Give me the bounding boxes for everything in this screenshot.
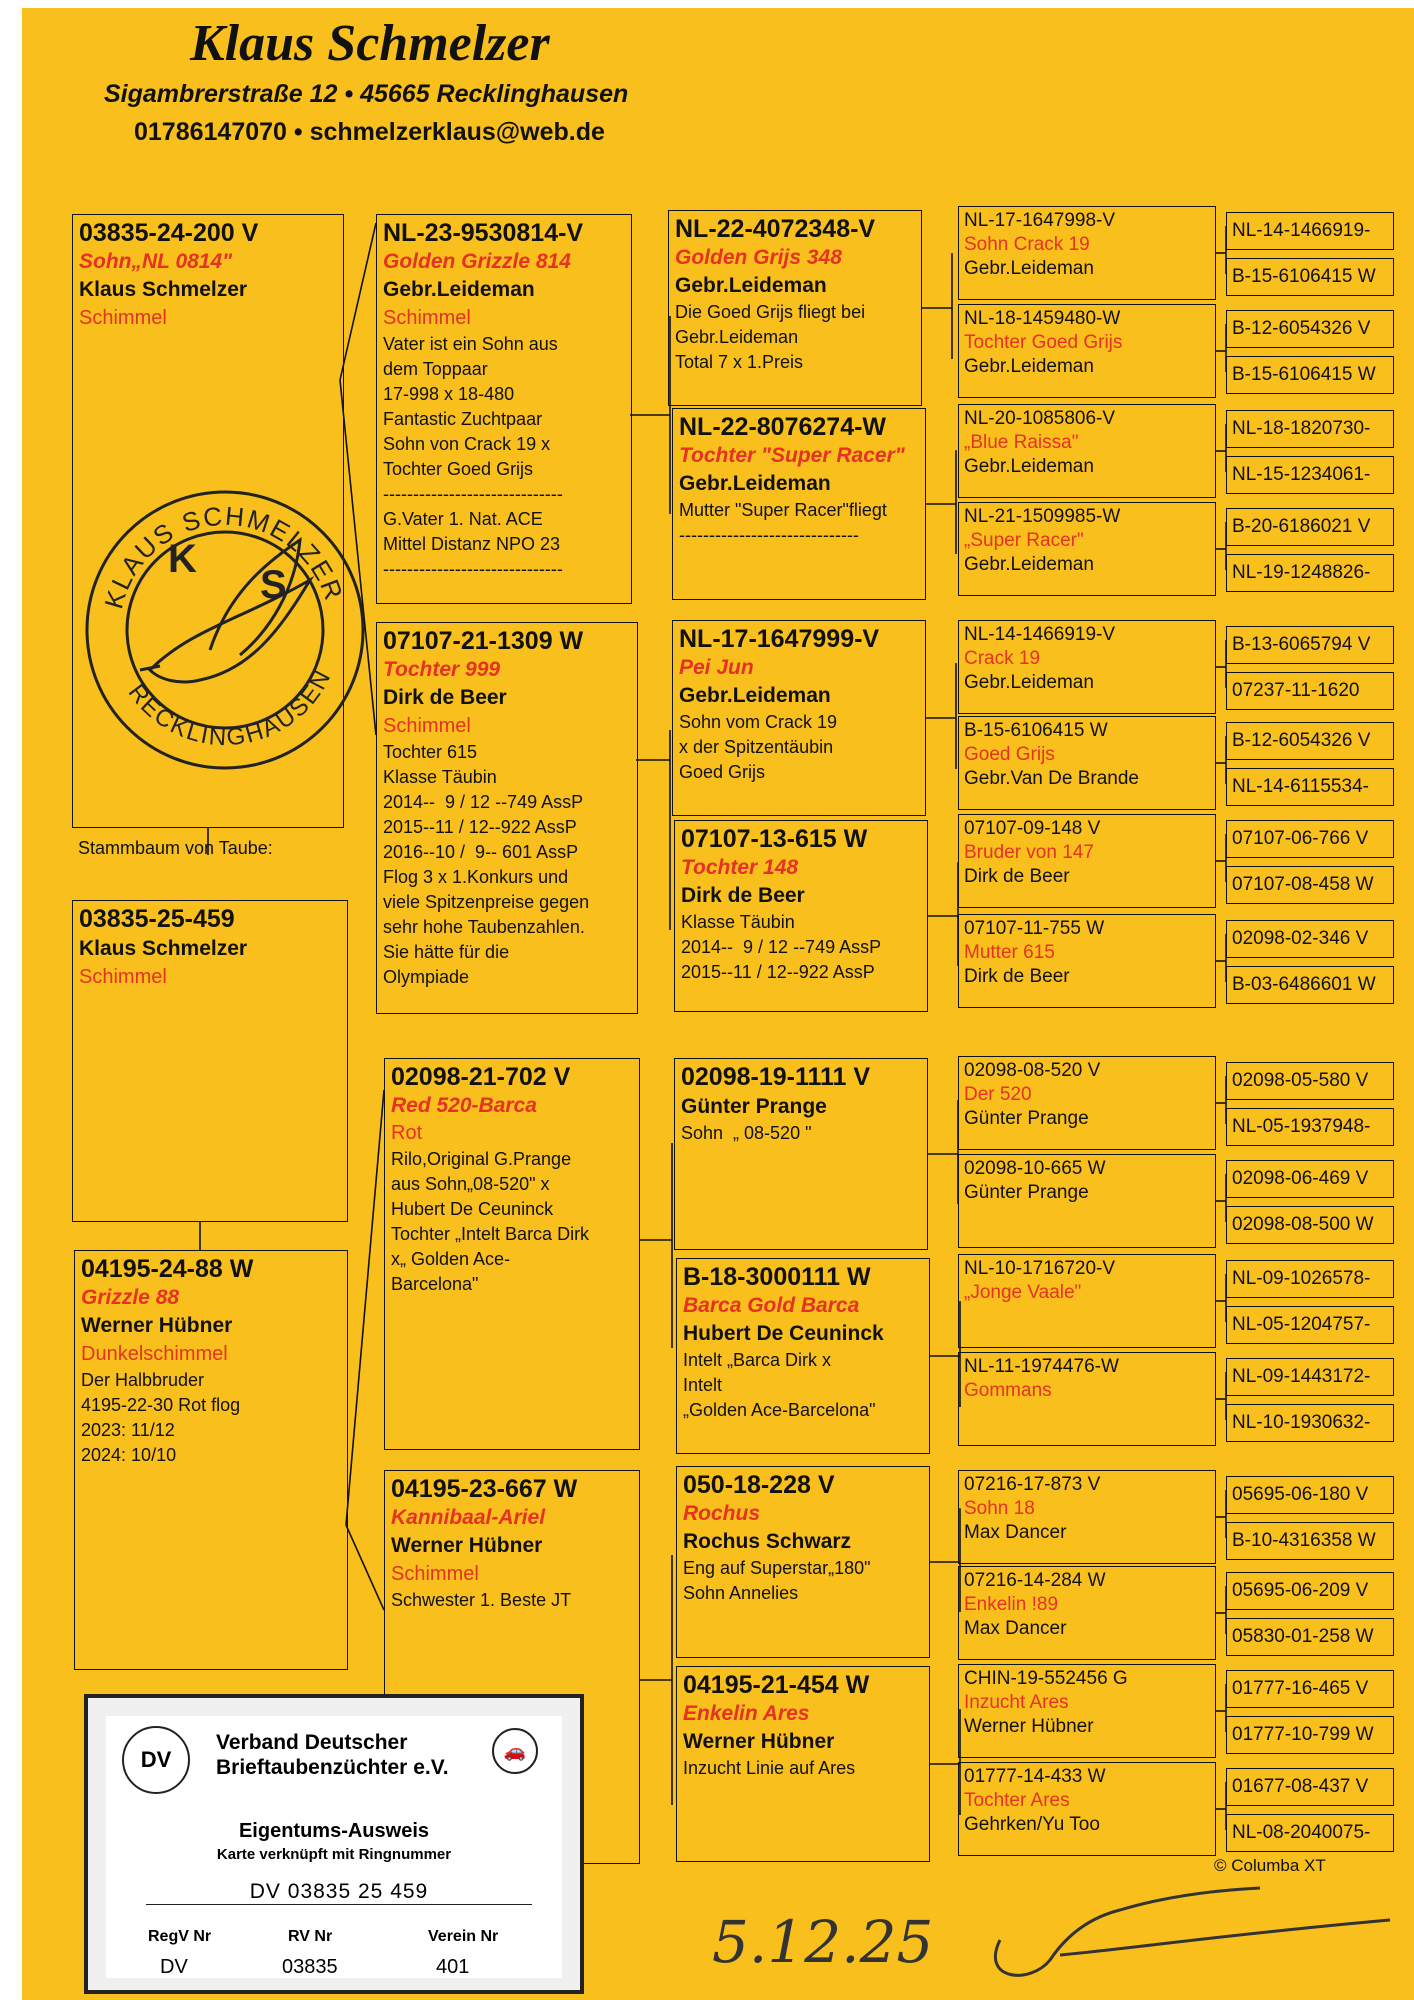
pigeon-card-gen5[interactable]: [1226, 1618, 1394, 1656]
breeder-name: Klaus Schmelzer: [190, 15, 550, 72]
ring-number: 01777-16-465 V: [1232, 1678, 1369, 1699]
svg-text:KLAUS SCHMELZER: [98, 501, 349, 612]
ring-number: NL-23-9530814-V: [383, 219, 584, 247]
ring-number: 07216-14-284 W: [964, 1570, 1106, 1591]
pigeon-note: Sohn „ 08-520 ": [681, 1123, 812, 1143]
pigeon-card-gen5[interactable]: [1226, 212, 1394, 250]
pigeon-owner: Werner Hübner: [683, 1730, 835, 1753]
ring-number: NL-10-1930632-: [1232, 1412, 1371, 1433]
breeder-stamp: [80, 480, 370, 770]
ring-number: 02098-02-346 V: [1232, 928, 1369, 949]
ring-number: B-15-6106415 W: [1232, 266, 1376, 287]
ring-number: 02098-19-1111 V: [681, 1063, 871, 1091]
pigeon-card-gen5[interactable]: [1226, 554, 1394, 592]
pigeon-owner: Gebr.Leideman: [383, 278, 535, 301]
ring-number: 02098-21-702 V: [391, 1063, 571, 1091]
pigeon-name: Enkelin !89: [964, 1594, 1059, 1615]
pigeon-card-gen5[interactable]: [1226, 672, 1394, 710]
pigeon-card-gen3[interactable]: [674, 820, 928, 1012]
pigeon-card-gen5[interactable]: [1226, 820, 1394, 858]
ring-number: 01677-08-437 V: [1232, 1776, 1369, 1797]
copyright-label: © Columba XT: [1214, 1856, 1326, 1875]
ring-number: NL-05-1937948-: [1232, 1116, 1371, 1137]
pigeon-name: Golden Grizzle 814: [383, 250, 571, 273]
ring-number: NL-08-2040075-: [1232, 1822, 1371, 1843]
pigeon-name: Mutter 615: [964, 942, 1055, 963]
pigeon-card-gen3[interactable]: [674, 1058, 928, 1250]
card-org-line1: Verband Deutscher: [216, 1731, 408, 1754]
pigeon-card-gen4[interactable]: [958, 914, 1216, 1008]
pigeon-card-gen4[interactable]: [958, 1154, 1216, 1248]
ring-number: B-13-6065794 V: [1232, 634, 1371, 655]
pigeon-owner: Gebr.Leideman: [964, 258, 1094, 279]
stamp-bottom-text: RECKLINGHAUSEN: [122, 664, 337, 752]
pigeon-card-gen5[interactable]: [1226, 1108, 1394, 1146]
pigeon-card-sire[interactable]: [376, 214, 632, 604]
ring-number: 07107-06-766 V: [1232, 828, 1369, 849]
pigeon-name: Crack 19: [964, 648, 1041, 669]
ring-number: B-12-6054326 V: [1232, 318, 1371, 339]
pigeon-card-gen5[interactable]: [1226, 310, 1394, 348]
pigeon-note: Rilo,Original G.Prange aus Sohn„08-520" x Hubert De Ceuninck Tochter „Intelt Barca Dirk x„ Golden Ace- Barcelona": [391, 1149, 590, 1294]
ring-number: NL-15-1234061-: [1232, 464, 1371, 485]
card-header-verein: Verein Nr: [428, 1928, 499, 1945]
pigeon-owner: Gebr.Leideman: [679, 472, 831, 495]
pigeon-name: Der 520: [964, 1084, 1032, 1105]
pigeon-name: Red 520-Barca: [391, 1094, 537, 1117]
pigeon-card-gen5[interactable]: [1226, 356, 1394, 394]
pigeon-name: Bruder von 147: [964, 842, 1094, 863]
pigeon-owner: Günter Prange: [964, 1182, 1089, 1203]
stamp-letter-s: S: [260, 563, 287, 607]
ring-number: NL-20-1085806-V: [964, 408, 1116, 429]
pigeon-card-gen5[interactable]: [1226, 1572, 1394, 1610]
pigeon-color: Schimmel: [79, 966, 167, 988]
pigeon-color: Schimmel: [391, 1563, 479, 1585]
pigeon-name: Sohn„NL 0814": [79, 250, 233, 273]
pigeon-owner: Gebr.Leideman: [964, 554, 1094, 575]
ring-number: B-20-6186021 V: [1232, 516, 1371, 537]
pigeon-card-gen4[interactable]: [958, 502, 1216, 596]
ownership-card: [84, 1694, 584, 1994]
car-icon: 🚗: [492, 1728, 538, 1774]
ring-number: 05830-01-258 W: [1232, 1626, 1374, 1647]
pigeon-card-gen5[interactable]: [1226, 1062, 1394, 1100]
pigeon-owner: Dirk de Beer: [383, 686, 507, 709]
pigeon-card-gen5[interactable]: [1226, 1206, 1394, 1244]
ring-number: 07237-11-1620: [1232, 680, 1360, 701]
pigeon-card-gen5[interactable]: [1226, 1358, 1394, 1396]
ring-number: NL-10-1716720-V: [964, 1258, 1116, 1279]
pigeon-name: Sohn 18: [964, 1498, 1035, 1519]
pigeon-card-gen3[interactable]: [676, 1466, 930, 1658]
pigeon-owner: Werner Hübner: [391, 1534, 543, 1557]
pigeon-card-gen4[interactable]: [958, 1056, 1216, 1150]
ring-number: B-18-3000111 W: [683, 1263, 871, 1291]
pigeon-card-gen3[interactable]: [672, 408, 926, 600]
pigeon-color: Schimmel: [383, 715, 471, 737]
pigeon-owner: Max Dancer: [964, 1618, 1067, 1639]
handwritten-date-signature: [700, 1880, 1400, 1990]
ring-number: 02098-10-665 W: [964, 1158, 1106, 1179]
ring-number: 05695-06-180 V: [1232, 1484, 1369, 1505]
ring-number: NL-14-6115534-: [1232, 776, 1369, 797]
pigeon-card-gen4[interactable]: [958, 716, 1216, 810]
pigeon-name: Enkelin Ares: [683, 1702, 810, 1725]
ring-number: NL-18-1820730-: [1232, 418, 1371, 439]
breeder-contact: 01786147070 • schmelzerklaus@web.de: [134, 118, 605, 146]
pigeon-card-gen5[interactable]: [1226, 1260, 1394, 1298]
pigeon-note: Klasse Täubin 2014-- 9 / 12 --749 AssP 2015--11 / 12--922 AssP: [681, 912, 882, 982]
pigeon-card-sire-dam[interactable]: [376, 622, 638, 1014]
ring-number: 07107-21-1309 W: [383, 627, 584, 655]
pigeon-note: Tochter 615 Klasse Täubin 2014-- 9 / 12 --749 AssP 2015--11 / 12--922 AssP 2016--10 / 9-- 601 AssP Flog 3 x 1.Konkurs und viele Spitzenpreise gegen sehr hohe Taubenzahlen. Sie hätte für die Olympiade: [383, 742, 590, 987]
pigeon-card-gen5[interactable]: [1226, 768, 1394, 806]
pigeon-name: Golden Grijs 348: [675, 246, 842, 269]
ring-number: NL-22-4072348-V: [675, 215, 876, 243]
ring-number: NL-14-1466919-V: [964, 624, 1116, 645]
pigeon-owner: Werner Hübner: [964, 1716, 1094, 1737]
pigeon-owner: Klaus Schmelzer: [79, 278, 248, 301]
pigeon-owner: Günter Prange: [964, 1108, 1089, 1129]
pigeon-owner: Günter Prange: [681, 1095, 827, 1118]
pigeon-name: Inzucht Ares: [964, 1692, 1069, 1713]
ring-number: 03835-24-200 V: [79, 219, 259, 247]
card-subtitle: Karte verknüpft mit Ringnummer: [216, 1846, 452, 1863]
ring-number: NL-19-1248826-: [1232, 562, 1371, 583]
breeder-address: Sigambrerstraße 12 • 45665 Recklinghausen: [104, 80, 629, 108]
pigeon-card-gen5[interactable]: [1226, 920, 1394, 958]
pigeon-owner: Gebr.Leideman: [675, 274, 827, 297]
ring-number: 02098-08-500 W: [1232, 1214, 1374, 1235]
stamp-letter-k: K: [168, 537, 197, 581]
pigeon-owner: Dirk de Beer: [964, 866, 1070, 887]
pigeon-card-gen4[interactable]: [958, 206, 1216, 300]
card-org-line2: Brieftaubenzüchter e.V.: [216, 1756, 449, 1779]
ring-number: 07107-11-755 W: [964, 918, 1105, 939]
card-header-rv: RV Nr: [288, 1928, 333, 1945]
pigeon-owner: Gebr.Leideman: [679, 684, 831, 707]
ring-number: 07107-09-148 V: [964, 818, 1101, 839]
pigeon-card-dam[interactable]: [74, 1250, 348, 1670]
stamp-top-text: KLAUS SCHMELZER: [98, 500, 350, 612]
pigeon-color: Schimmel: [383, 307, 471, 329]
ring-number: B-15-6106415 W: [964, 720, 1108, 741]
pigeon-name: Kannibaal-Ariel: [391, 1506, 546, 1529]
pigeon-card-gen4[interactable]: [958, 304, 1216, 398]
card-org: [216, 1730, 449, 1780]
pigeon-card-gen5[interactable]: [1226, 1814, 1394, 1852]
pigeon-card-gen5[interactable]: [1226, 1670, 1394, 1708]
pigeon-name: „Jonge Vaale": [964, 1282, 1082, 1303]
pigeon-card-gen4[interactable]: [958, 404, 1216, 498]
ring-number: NL-21-1509985-W: [964, 506, 1121, 527]
pigeon-name: Tochter 148: [681, 856, 799, 879]
ring-number: B-03-6486601 W: [1232, 974, 1376, 995]
card-title: Eigentums-Ausweis: [238, 1820, 430, 1842]
pigeon-card-gen5[interactable]: [1226, 456, 1394, 494]
dv-logo-icon: DV: [122, 1726, 190, 1794]
ring-number: B-15-6106415 W: [1232, 364, 1376, 385]
pigeon-card-dam-sire[interactable]: [384, 1058, 640, 1450]
stammbaum-label: Stammbaum von Taube:: [78, 838, 273, 858]
svg-text:RECKLINGHAUSEN: [123, 665, 337, 752]
pigeon-color: Schimmel: [79, 307, 167, 329]
pigeon-card-gen4[interactable]: [958, 1352, 1216, 1446]
pigeon-name: „Super Racer": [964, 530, 1084, 551]
pigeon-name: Tochter "Super Racer": [679, 444, 905, 467]
ring-number: 05695-06-209 V: [1232, 1580, 1369, 1601]
card-header-regv: RegV Nr: [148, 1928, 212, 1945]
pigeon-name: Pei Jun: [679, 656, 754, 679]
pigeon-owner: Rochus Schwarz: [683, 1530, 852, 1553]
ring-number: 04195-24-88 W: [81, 1255, 254, 1283]
handwritten-date: 5.12.25: [712, 1908, 934, 1976]
pigeon-color: Rot: [391, 1122, 423, 1144]
pigeon-owner: Dirk de Beer: [681, 884, 805, 907]
ring-number: NL-17-1647999-V: [679, 625, 880, 653]
ring-number: NL-09-1026578-: [1232, 1268, 1371, 1289]
pigeon-name: Barca Gold Barca: [683, 1294, 860, 1317]
pigeon-card-gen5[interactable]: [1226, 1404, 1394, 1442]
pigeon-color: Dunkelschimmel: [81, 1343, 228, 1365]
card-value-regv: DV: [160, 1956, 188, 1978]
pigeon-card-subject[interactable]: [72, 900, 348, 1222]
pigeon-card-gen5[interactable]: [1226, 1768, 1394, 1806]
ring-number: 07107-13-615 W: [681, 825, 868, 853]
pigeon-note: Vater ist ein Sohn aus dem Toppaar 17-998 x 18-480 Fantastic Zuchtpaar Sohn von Crack 19 x Tochter Goed Grijs ------------------------------ G.Vater 1. Nat. ACE Mittel Distanz NPO 23 ------------------------------: [383, 334, 563, 579]
pigeon-name: Gommans: [964, 1380, 1052, 1401]
pigeon-card-gen5[interactable]: [1226, 626, 1394, 664]
ring-number: NL-11-1974476-W: [964, 1356, 1119, 1377]
pigeon-owner: Max Dancer: [964, 1522, 1067, 1543]
pigeon-card-gen4[interactable]: [958, 1566, 1216, 1660]
ring-number: 01777-14-433 W: [964, 1766, 1106, 1787]
pigeon-owner: Hubert De Ceuninck: [683, 1322, 884, 1345]
pigeon-card-gen5[interactable]: [1226, 1306, 1394, 1344]
pigeon-owner: Dirk de Beer: [964, 966, 1070, 987]
pigeon-card-gen4[interactable]: [958, 1470, 1216, 1564]
ring-number: 04195-23-667 W: [391, 1475, 578, 1503]
card-value-verein: 401: [436, 1956, 470, 1978]
ring-number: NL-14-1466919-: [1232, 220, 1371, 241]
pigeon-name: „Blue Raissa": [964, 432, 1079, 453]
pigeon-card-gen4[interactable]: [958, 1762, 1216, 1856]
pigeon-owner: Werner Hübner: [81, 1314, 233, 1337]
pigeon-card-gen5[interactable]: [1226, 1522, 1394, 1560]
pigeon-owner: Klaus Schmelzer: [79, 937, 248, 960]
ring-number: 07107-08-458 W: [1232, 874, 1374, 895]
pigeon-card-gen3[interactable]: [676, 1666, 930, 1862]
pigeon-card-gen4[interactable]: [958, 814, 1216, 908]
pigeon-note: Eng auf Superstar„180" Sohn Annelies: [683, 1558, 871, 1603]
ring-number: 03835-25-459: [79, 905, 235, 933]
pigeon-card-gen3[interactable]: [668, 210, 922, 406]
ring-number: NL-09-1443172-: [1232, 1366, 1371, 1387]
pigeon-owner: Gehrken/Yu Too: [964, 1814, 1100, 1835]
ring-number: B-12-6054326 V: [1232, 730, 1371, 751]
ring-number: 02098-08-520 V: [964, 1060, 1101, 1081]
ring-number: NL-22-8076274-W: [679, 413, 887, 441]
pigeon-owner: Gebr.Leideman: [964, 356, 1094, 377]
pigeon-name: Tochter Ares: [964, 1790, 1070, 1811]
pigeon-card-gen3[interactable]: [672, 620, 926, 816]
ring-number: 02098-05-580 V: [1232, 1070, 1369, 1091]
pigeon-owner: Gebr.Leideman: [964, 456, 1094, 477]
pigeon-name: Sohn Crack 19: [964, 234, 1090, 255]
pigeon-name: Goed Grijs: [964, 744, 1055, 765]
ring-number: NL-18-1459480-W: [964, 308, 1121, 329]
pigeon-note: Intelt „Barca Dirk x Intelt „Golden Ace-Barcelona": [683, 1350, 876, 1420]
ring-number: 02098-06-469 V: [1232, 1168, 1369, 1189]
pigeon-card-gen5[interactable]: [1226, 1476, 1394, 1514]
pigeon-name: Grizzle 88: [81, 1286, 180, 1309]
pigeon-note: Schwester 1. Beste JT: [391, 1590, 572, 1610]
pigeon-owner: Gebr.Van De Brande: [964, 768, 1139, 789]
pigeon-card-gen4[interactable]: [958, 1664, 1216, 1758]
pigeon-card-gen5[interactable]: [1226, 722, 1394, 760]
pigeon-name: Tochter 999: [383, 658, 501, 681]
pigeon-name: Rochus: [683, 1502, 761, 1525]
pigeon-card-gen4[interactable]: [958, 1254, 1216, 1348]
pigeon-card-gen5[interactable]: [1226, 866, 1394, 904]
pigeon-card-gen5[interactable]: [1226, 1160, 1394, 1198]
ring-number: 050-18-228 V: [683, 1471, 835, 1499]
pigeon-note: Die Goed Grijs fliegt bei Gebr.Leideman Total 7 x 1.Preis: [675, 302, 866, 372]
pigeon-note: Inzucht Linie auf Ares: [683, 1758, 856, 1778]
ring-number: B-10-4316358 W: [1232, 1530, 1376, 1551]
ring-number: NL-17-1647998-V: [964, 210, 1116, 231]
pigeon-note: Mutter "Super Racer"fliegt ------------------------------: [679, 500, 887, 545]
pigeon-card-gen5[interactable]: [1226, 966, 1394, 1004]
ring-number: 04195-21-454 W: [683, 1671, 870, 1699]
pigeon-owner: Gebr.Leideman: [964, 672, 1094, 693]
ring-number: CHIN-19-552456 G: [964, 1668, 1128, 1689]
pigeon-card-gen5[interactable]: [1226, 410, 1394, 448]
ring-number: 07216-17-873 V: [964, 1474, 1101, 1495]
pigeon-name: Tochter Goed Grijs: [964, 332, 1123, 353]
ring-number: NL-05-1204757-: [1232, 1314, 1371, 1335]
pigeon-card-gen5[interactable]: [1226, 258, 1394, 296]
pigeon-card-gen3[interactable]: [676, 1258, 930, 1454]
pigeon-note: Sohn vom Crack 19 x der Spitzentäubin Goed Grijs: [679, 712, 838, 782]
card-value-rv: 03835: [282, 1956, 338, 1978]
pigeon-note: Der Halbbruder 4195-22-30 Rot flog 2023: 11/12 2024: 10/10: [81, 1370, 241, 1465]
card-ring-number: DV 03835 25 459: [146, 1880, 532, 1905]
pigeon-card-gen4[interactable]: [958, 620, 1216, 714]
pigeon-card-gen5[interactable]: [1226, 508, 1394, 546]
pigeon-card-gen5[interactable]: [1226, 1716, 1394, 1754]
ring-number: 01777-10-799 W: [1232, 1724, 1374, 1745]
